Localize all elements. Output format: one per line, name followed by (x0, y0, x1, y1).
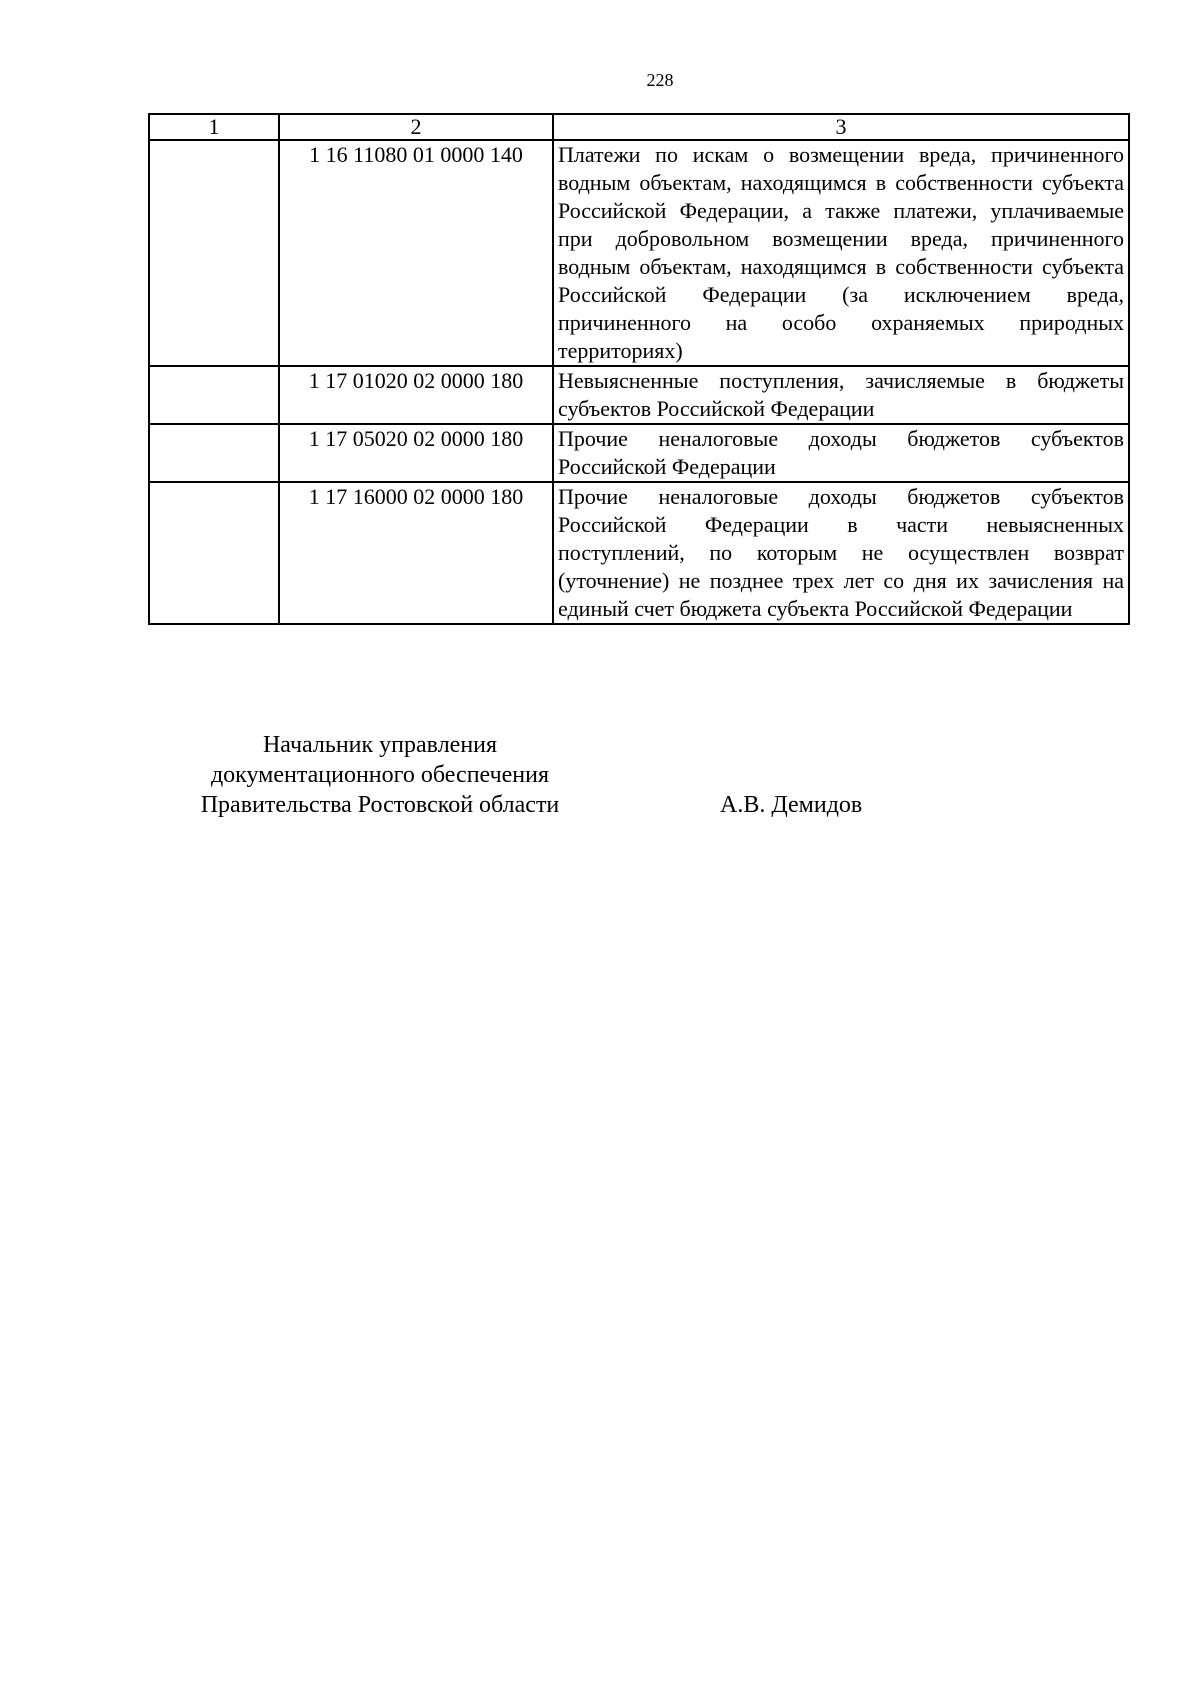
table-cell-col1 (149, 482, 279, 624)
table-cell-col1 (149, 366, 279, 424)
signatory-position-line: документационного обеспечения (210, 762, 550, 788)
revenue-description: Прочие неналоговые доходы бюджетов субъектов Российской Федерации в части невыясненных поступлений, по которым не осуществлен возврат (уточнение) не позднее трех лет со дня их зачисления на единый счет бюджета субъекта Российской Федерации (553, 482, 1129, 624)
column-header-3: 3 (553, 114, 1129, 140)
revenue-code: 1 17 16000 02 0000 180 (279, 482, 553, 624)
table-cell-col1 (149, 140, 279, 366)
signatory-position-line: Начальник управления (262, 732, 498, 758)
revenue-codes-table (148, 113, 1130, 625)
table-row (149, 366, 1129, 424)
revenue-description: Невыясненные поступления, зачисляемые в бюджеты субъектов Российской Федерации (553, 366, 1129, 424)
column-header-1: 1 (149, 114, 279, 140)
table-row (149, 482, 1129, 624)
page-number: 228 (646, 70, 674, 90)
signatory-position (160, 730, 600, 820)
revenue-code: 1 17 05020 02 0000 180 (279, 424, 553, 482)
revenue-code: 1 16 11080 01 0000 140 (279, 140, 553, 366)
table-cell-col1 (149, 424, 279, 482)
table-row (149, 424, 1129, 482)
revenue-code: 1 17 01020 02 0000 180 (279, 366, 553, 424)
column-header-2: 2 (279, 114, 553, 140)
signatory-position-line: Правительства Ростовской области (200, 792, 560, 818)
revenue-description: Прочие неналоговые доходы бюджетов субъектов Российской Федерации (553, 424, 1129, 482)
table-row (149, 140, 1129, 366)
signatory-name: А.В. Демидов (720, 792, 863, 818)
table-header-row (149, 114, 1129, 140)
revenue-description: Платежи по искам о возмещении вреда, причиненного водным объектам, находящимся в собственности субъекта Российской Федерации, а также платежи, уплачиваемые при добровольном возмещении вреда, причиненного водным объектам, находящимся в собственности субъекта Российской Федерации (за исключением вреда, причиненного на особо охраняемых природных территориях) (553, 140, 1129, 366)
